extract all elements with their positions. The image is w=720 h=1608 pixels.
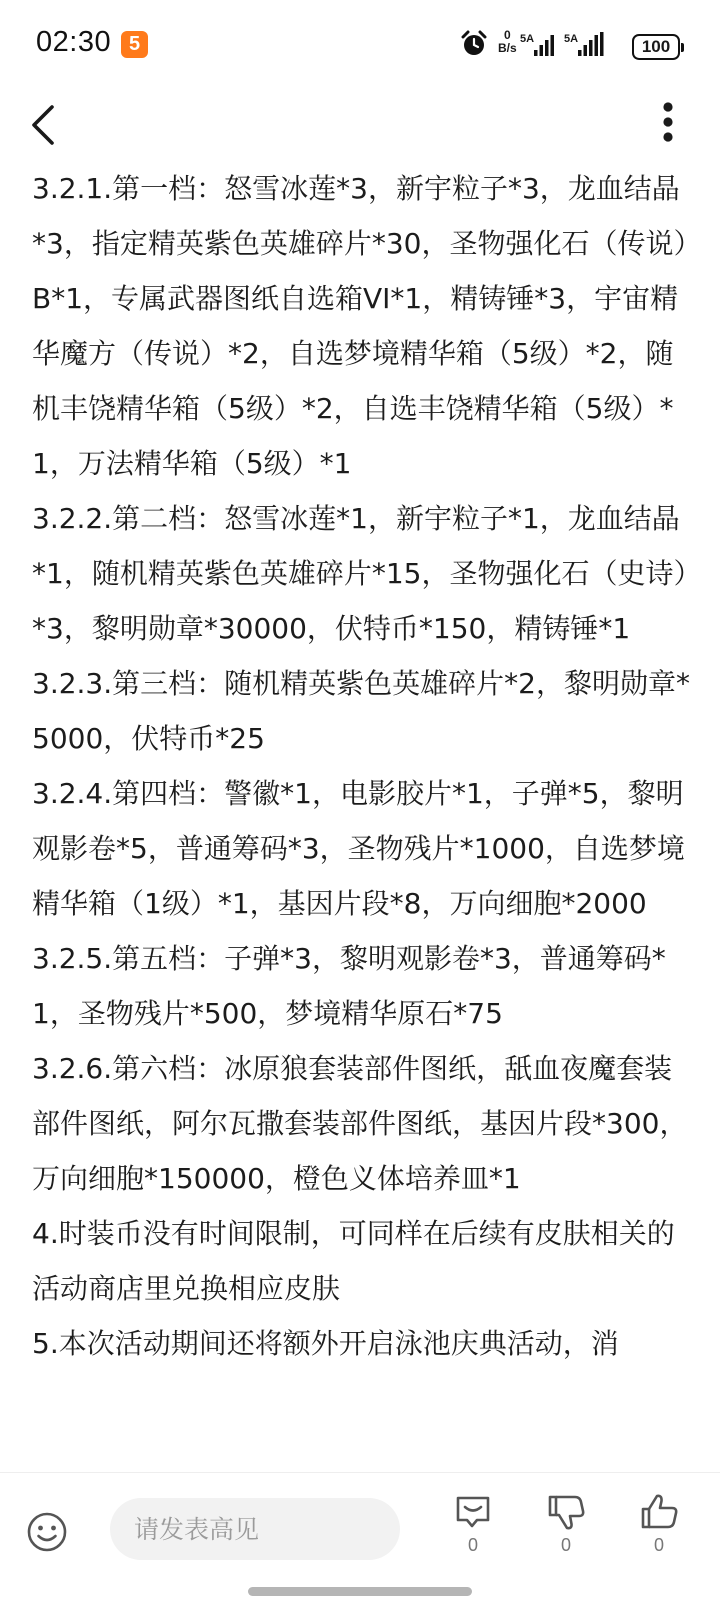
dislike-button[interactable] — [536, 1493, 596, 1583]
paragraph-tier-5: 3.2.5.第五档：子弹*3，黎明观影卷*3，普通筹码*1，圣物残片*500，梦境精华原石*75 — [32, 942, 666, 1030]
top-nav — [0, 95, 720, 155]
home-indicator[interactable] — [248, 1587, 472, 1596]
paragraph-tier-1: 3.2.1.第一档：怒雪冰莲*3，新宇粒子*3，龙血结晶*3，指定精英紫色英雄碎片*30，圣物强化石（传说）B*1，专属武器图纸自选箱VI*1，精铸锤*3，宇宙精华魔方（传说）*2，自选梦境精华箱（5级）*2，随机丰饶精华箱（5级）*2，自选丰饶精华箱（5级）*1，万法精华箱（5级）*1 — [32, 172, 688, 480]
emoji-icon[interactable] — [26, 1511, 68, 1553]
dislike-count: 0 — [560, 1535, 571, 1555]
status-time: 02:30 — [36, 26, 112, 58]
paragraph-tier-3: 3.2.3.第三档：随机精英紫色英雄碎片*2，黎明勋章*5000，伏特币*25 — [32, 667, 690, 755]
like-count: 0 — [653, 1535, 664, 1555]
back-arrow-icon[interactable] — [26, 101, 66, 151]
app-notification-icon: 5 — [121, 31, 148, 58]
content-fade — [0, 1440, 720, 1474]
paragraph-tier-2: 3.2.2.第二档：怒雪冰莲*1，新宇粒子*1，龙血结晶*1，随机精英紫色英雄碎片*15，圣物强化石（史诗）*3，黎明勋章*30000，伏特币*150，精铸锤*1 — [32, 502, 688, 645]
article-body — [32, 161, 692, 1371]
thumbs-up-icon — [639, 1493, 679, 1531]
network-speed: 0 B/s — [498, 28, 517, 55]
paragraph-tier-4: 3.2.4.第四档：警徽*1，电影胶片*1，子弹*5，黎明观影卷*5，普通筹码*3，圣物残片*1000，自选梦境精华箱（1级）*1，基因片段*8，万向细胞*2000 — [32, 777, 685, 920]
more-options-icon[interactable] — [656, 99, 680, 151]
comment-input[interactable] — [110, 1498, 400, 1560]
comment-icon — [453, 1493, 493, 1531]
like-button[interactable] — [629, 1493, 689, 1583]
paragraph-tier-6: 3.2.6.第六档：冰原狼套装部件图纸，舐血夜魔套装部件图纸，阿尔瓦撒套装部件图纸，基因片段*300，万向细胞*150000，橙色义体培养皿*1 — [32, 1052, 688, 1195]
alarm-clock-icon — [460, 30, 488, 62]
paragraph-note-5: 5.本次活动期间还将额外开启泳池庆典活动，消 — [32, 1327, 619, 1360]
comment-count: 0 — [467, 1535, 478, 1555]
status-bar: 02:30 5 0 B/s 5A 5A 100 — [0, 0, 720, 90]
battery-indicator: 100 — [632, 34, 680, 60]
comment-button[interactable] — [443, 1493, 503, 1583]
paragraph-note-4: 4.时装币没有时间限制，可同样在后续有皮肤相关的活动商店里兑换相应皮肤 — [32, 1217, 675, 1305]
thumbs-down-icon — [546, 1493, 586, 1531]
